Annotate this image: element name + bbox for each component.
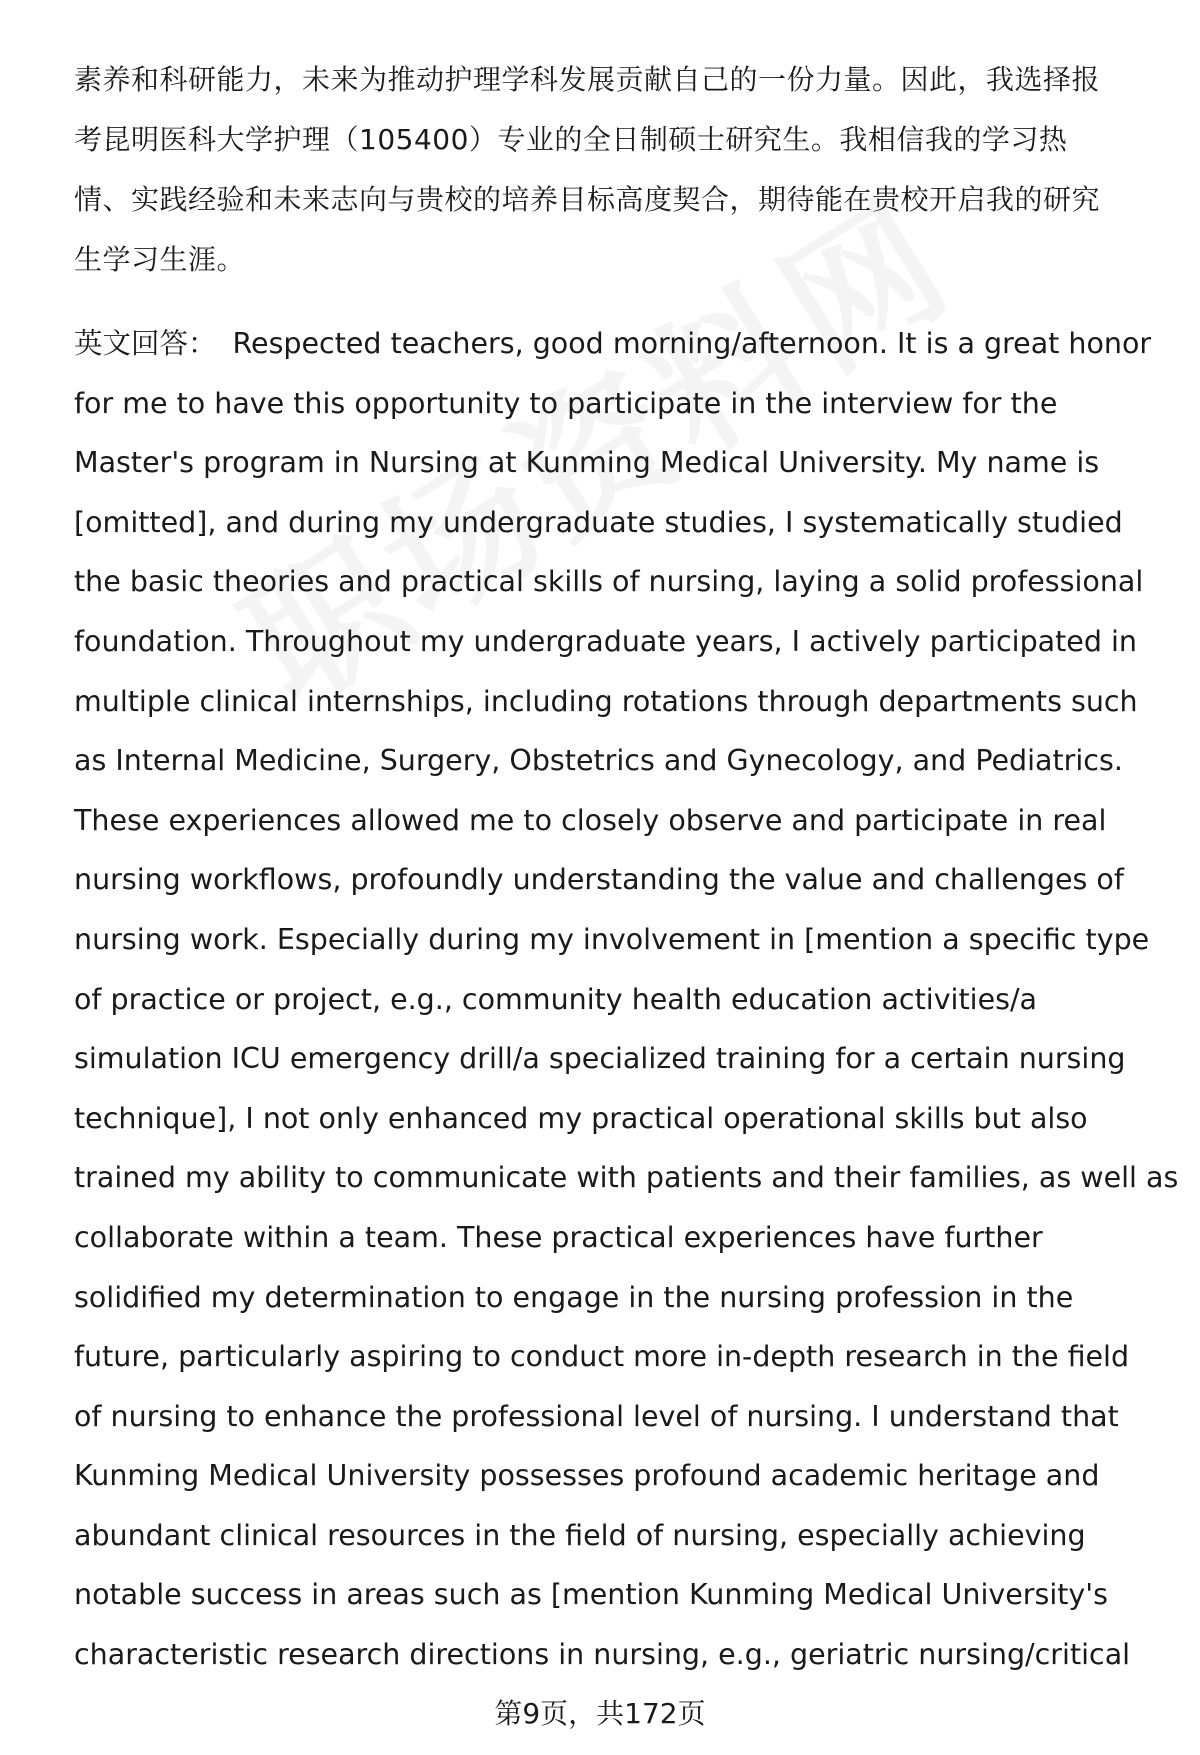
english-paragraph (74, 314, 1179, 1685)
english-line: nursing workflows, profoundly understanding the value and challenges of (74, 863, 1124, 897)
english-line: technique], I not only enhanced my practical operational skills but also (74, 1101, 1088, 1135)
english-line: notable success in areas such as [mention Kunming Medical University's (74, 1578, 1108, 1612)
english-line: abundant clinical resources in the field of nursing, especially achieving (74, 1518, 1086, 1552)
english-line: as Internal Medicine, Surgery, Obstetrics and Gynecology, and Pediatrics. (74, 744, 1123, 778)
english-line: characteristic research directions in nursing, e.g., geriatric nursing/critical (74, 1638, 1131, 1672)
english-line (74, 314, 1164, 374)
chinese-line: 考昆明医科大学护理（105400）专业的全日制硕士研究生。我相信我的学习热 (74, 123, 1068, 156)
english-line: of nursing to enhance the professional level of nursing. I understand that (74, 1399, 1119, 1433)
english-line-text: Respected teachers, good morning/afternoon. It is a great honor (232, 327, 1152, 360)
english-line: nursing work. Especially during my involvement in [mention a specific type (74, 922, 1150, 956)
chinese-line: 生学习生涯。 (74, 243, 246, 276)
english-line: solidified my determination to engage in the nursing profession in the (74, 1280, 1074, 1314)
english-line: multiple clinical internships, including rotations through departments such (74, 684, 1138, 718)
page-number-label: 第9页，共172页 (494, 1697, 706, 1730)
chinese-line: 情、实践经验和未来志向与贵校的培养目标高度契合，期待能在贵校开启我的研究 (74, 183, 1101, 216)
english-line: future, particularly aspiring to conduct more in-depth research in the field (74, 1340, 1130, 1374)
english-line: of practice or project, e.g., community health education activities/a (74, 982, 1038, 1016)
english-line: simulation ICU emergency drill/a specialized training for a certain nursing (74, 1042, 1126, 1076)
page-content (74, 50, 1179, 1685)
chinese-line: 素养和科研能力，未来为推动护理学科发展贡献自己的一份力量。因此，我选择报 (74, 63, 1101, 96)
english-line: collaborate within a team. These practical experiences have further (74, 1220, 1043, 1254)
english-line: Kunming Medical University possesses profound academic heritage and (74, 1459, 1100, 1493)
english-line: trained my ability to communicate with patients and their families, as well as (74, 1161, 1179, 1195)
english-line: Master's program in Nursing at Kunming Medical University. My name is (74, 446, 1100, 480)
page-footer (0, 1694, 1200, 1734)
english-answer-label: 英文回答： (74, 327, 217, 360)
english-line: These experiences allowed me to closely observe and participate in real (74, 803, 1107, 837)
english-line: [omitted], and during my undergraduate studies, I systematically studied (74, 505, 1123, 539)
chinese-paragraph (74, 50, 1164, 290)
english-line: the basic theories and practical skills of nursing, laying a solid professional (74, 565, 1144, 599)
english-line: for me to have this opportunity to participate in the interview for the (74, 386, 1058, 420)
english-line: foundation. Throughout my undergraduate years, I actively participated in (74, 624, 1137, 658)
